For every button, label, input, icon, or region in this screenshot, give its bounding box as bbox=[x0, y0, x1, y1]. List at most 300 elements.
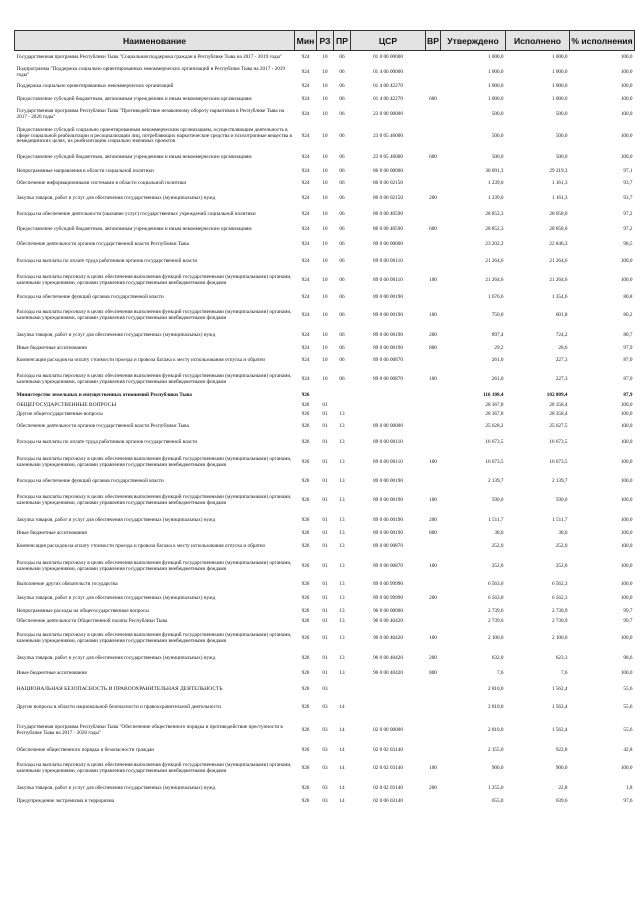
table-row bbox=[15, 529, 635, 539]
cell-csr: 23 0 00 00000 bbox=[373, 111, 403, 118]
cell-rz: 10 bbox=[322, 311, 328, 318]
cell-pct: 80,7 bbox=[623, 331, 633, 338]
cell-pr: 06 bbox=[339, 226, 345, 233]
table-row bbox=[15, 344, 635, 354]
cell-csr: 86 0 00 40590 bbox=[373, 211, 403, 218]
cell-csr: 02 0 02 03140 bbox=[373, 746, 403, 753]
cell-vr bbox=[426, 238, 441, 253]
cell-name: Расходы на выплаты по оплате труда работников органов государственной власти bbox=[16, 438, 198, 445]
cell-pct: 100,0 bbox=[620, 496, 633, 503]
cell-executed: 22 846,3 bbox=[549, 241, 568, 248]
table-row bbox=[15, 81, 635, 93]
cell-pct: 100,0 bbox=[620, 562, 633, 569]
cell-rz: 03 bbox=[322, 726, 328, 733]
cell-rz: 01 bbox=[322, 634, 328, 641]
cell-min: 924 bbox=[301, 111, 310, 118]
cell-min: 924 bbox=[301, 54, 310, 61]
cell-approved: 1 239,0 bbox=[487, 179, 504, 186]
cell-rz: 01 bbox=[322, 617, 328, 624]
cell-min: 926 bbox=[301, 542, 310, 549]
cell-approved: 261,0 bbox=[491, 357, 504, 364]
cell-name: Предоставление субсидий бюджетным, автономным учреждениям и иным некоммерческим организациям bbox=[16, 96, 252, 103]
cell-vr bbox=[426, 420, 441, 435]
cell-min: 926 bbox=[301, 438, 310, 445]
cell-executed: 28 358,4 bbox=[549, 402, 568, 409]
cell-rz: 01 bbox=[322, 438, 328, 445]
cell-approved: 1 000,0 bbox=[487, 96, 504, 103]
table-row bbox=[15, 51, 635, 66]
cell-approved: 1 255,0 bbox=[487, 784, 504, 791]
cell-approved: 38,0 bbox=[494, 529, 504, 536]
cell-min: 924 bbox=[301, 344, 310, 351]
table-row bbox=[15, 475, 635, 489]
cell-min: 926 bbox=[301, 669, 310, 676]
table-row bbox=[15, 108, 635, 123]
table-row bbox=[15, 757, 635, 781]
cell-pct: 100,0 bbox=[620, 96, 633, 103]
cell-pct: 97,2 bbox=[623, 226, 633, 233]
cell-csr: 89 0 00 00190 bbox=[373, 331, 403, 338]
cell-vr bbox=[426, 354, 441, 369]
cell-name: Предоставление субсидий социально ориентированным некоммерческим организациям, осуществляющим деятельность в сфере социальной реабилитации и ресоциализации лиц, потребляющих наркотические средства и психотропные вещества в немедицинских целях, их реабилитацию социально значимых проектов bbox=[16, 126, 292, 145]
cell-rz: 01 bbox=[322, 477, 328, 484]
cell-name: Государственная программа Республики Тыва "Социальная поддержка граждан в Республике Тыва на 2017 - 2019 годы" bbox=[16, 54, 283, 61]
cell-pct: 87,0 bbox=[623, 357, 633, 364]
table-row bbox=[15, 292, 635, 304]
cell-pct: 80,8 bbox=[623, 293, 633, 300]
cell-csr: 02 0 06 03140 bbox=[373, 798, 403, 805]
cell-pr: 13 bbox=[339, 580, 345, 587]
cell-approved: 28 852,3 bbox=[485, 226, 504, 233]
cell-pr: 06 bbox=[339, 179, 345, 186]
cell-pr: 13 bbox=[339, 411, 345, 418]
cell-pr: 13 bbox=[339, 654, 345, 661]
cell-pct: 100,0 bbox=[620, 458, 633, 465]
cell-executed: 1 000,0 bbox=[551, 69, 568, 76]
cell-pct: 80,2 bbox=[623, 311, 633, 318]
cell-name: ОБЩЕГОСУДАРСТВЕННЫЕ ВОПРОСЫ bbox=[16, 402, 117, 409]
cell-rz: 01 bbox=[322, 529, 328, 536]
cell-pct: 100,0 bbox=[620, 402, 633, 409]
cell-approved: 590,0 bbox=[491, 496, 504, 503]
cell-min: 926 bbox=[301, 516, 310, 523]
cell-min: 926 bbox=[301, 402, 310, 409]
cell-csr: 01 4 00 42270 bbox=[373, 96, 403, 103]
cell-executed: 22,8 bbox=[558, 784, 568, 791]
table-row bbox=[15, 402, 635, 411]
header-vr: ВР bbox=[426, 31, 441, 51]
cell-csr: 89 0 00 00190 bbox=[373, 293, 403, 300]
cell-pr: 14 bbox=[339, 784, 345, 791]
table-header bbox=[15, 31, 635, 51]
cell-name: Поддержка социально ориентированных некоммерческих организаций bbox=[16, 82, 174, 89]
cell-csr: 02 0 00 00000 bbox=[373, 726, 403, 733]
header-pct: % исполнения bbox=[570, 31, 635, 51]
cell-rz: 10 bbox=[322, 293, 328, 300]
cell-approved: 500,0 bbox=[491, 132, 504, 139]
cell-min: 924 bbox=[301, 211, 310, 218]
cell-executed: 1 000,0 bbox=[551, 82, 568, 89]
cell-vr: 800 bbox=[429, 529, 437, 536]
cell-name: Обеспечение общественного порядка и безопасности граждан bbox=[16, 746, 155, 753]
cell-min: 926 bbox=[301, 654, 310, 661]
cell-rz: 01 bbox=[322, 496, 328, 503]
table-row bbox=[15, 699, 635, 717]
cell-pct: 100,0 bbox=[620, 594, 633, 601]
cell-pr: 13 bbox=[339, 607, 345, 614]
cell-executed: 1 562,4 bbox=[551, 726, 568, 733]
cell-pr: 06 bbox=[339, 167, 345, 174]
cell-min: 926 bbox=[301, 685, 310, 692]
cell-min: 926 bbox=[301, 477, 310, 484]
cell-pct: 100,0 bbox=[620, 411, 633, 418]
cell-pct: 100,0 bbox=[620, 154, 633, 161]
cell-min: 926 bbox=[301, 392, 310, 399]
cell-csr: 01 4 00 42270 bbox=[373, 82, 403, 89]
cell-rz: 01 bbox=[322, 669, 328, 676]
cell-pct: 97,1 bbox=[623, 167, 633, 174]
cell-executed: 590,0 bbox=[555, 496, 568, 503]
cell-executed: 227,3 bbox=[555, 357, 568, 364]
cell-rz: 01 bbox=[322, 423, 328, 430]
cell-approved: 1 000,0 bbox=[487, 82, 504, 89]
cell-vr bbox=[426, 579, 441, 591]
cell-vr: 800 bbox=[429, 344, 437, 351]
cell-pct: 100,0 bbox=[620, 111, 633, 118]
cell-min: 924 bbox=[301, 167, 310, 174]
cell-name: Компенсация расходов на оплату стоимости проезда и провоза багажа к месту использования отпуска и обратно bbox=[16, 542, 266, 549]
cell-executed: 2 730,9 bbox=[551, 617, 568, 624]
cell-pr: 13 bbox=[339, 529, 345, 536]
cell-rz: 10 bbox=[322, 226, 328, 233]
cell-approved: 655,0 bbox=[491, 798, 504, 805]
cell-pr bbox=[334, 681, 351, 699]
table-row bbox=[15, 208, 635, 223]
cell-pct: 55,6 bbox=[623, 685, 633, 692]
table-row bbox=[15, 411, 635, 420]
cell-min: 926 bbox=[301, 529, 310, 536]
cell-pct: 100,0 bbox=[620, 634, 633, 641]
cell-vr: 100 bbox=[429, 277, 437, 284]
cell-pct: 100,0 bbox=[620, 277, 633, 284]
cell-executed: 500,0 bbox=[555, 111, 568, 118]
table-row bbox=[15, 489, 635, 513]
table-row bbox=[15, 667, 635, 681]
cell-name: Иные бюджетные ассигнования bbox=[16, 529, 87, 536]
cell-executed: 21 264,6 bbox=[549, 257, 568, 264]
cell-vr bbox=[426, 51, 441, 66]
cell-executed: 1 562,4 bbox=[551, 703, 568, 710]
table-row bbox=[15, 681, 635, 699]
cell-approved: 2 810,0 bbox=[487, 726, 504, 733]
cell-approved: 30 091,3 bbox=[485, 167, 504, 174]
cell-pct: 100,0 bbox=[620, 69, 633, 76]
cell-csr: 89 0 00 00190 bbox=[373, 477, 403, 484]
cell-vr bbox=[426, 745, 441, 757]
table-row bbox=[15, 151, 635, 166]
table-row bbox=[15, 420, 635, 435]
cell-executed: 28 358,4 bbox=[549, 411, 568, 418]
cell-pct: 100,0 bbox=[620, 82, 633, 89]
table-row bbox=[15, 238, 635, 253]
cell-csr: 86 0 00 02150 bbox=[373, 194, 403, 201]
cell-min: 924 bbox=[301, 293, 310, 300]
cell-approved: 2 810,0 bbox=[487, 703, 504, 710]
cell-pct: 100,0 bbox=[620, 438, 633, 445]
cell-csr: 89 0 00 00870 bbox=[373, 542, 403, 549]
cell-executed: 28 058,0 bbox=[549, 211, 568, 218]
cell-min: 926 bbox=[301, 496, 310, 503]
cell-vr bbox=[426, 717, 441, 745]
cell-approved: 2 139,7 bbox=[487, 477, 504, 484]
table-row bbox=[15, 717, 635, 745]
table-row bbox=[15, 271, 635, 292]
cell-vr bbox=[426, 178, 441, 190]
cell-approved: 500,0 bbox=[491, 154, 504, 161]
cell-rz: 10 bbox=[322, 277, 328, 284]
cell-rz: 03 bbox=[322, 784, 328, 791]
cell-pr: 06 bbox=[339, 69, 345, 76]
cell-min: 926 bbox=[301, 607, 310, 614]
cell-vr bbox=[426, 166, 441, 178]
cell-min: 924 bbox=[301, 226, 310, 233]
cell-vr bbox=[426, 607, 441, 617]
cell-executed: 28 058,0 bbox=[549, 226, 568, 233]
cell-name: Непрограммные направления в области социальной политики bbox=[16, 167, 154, 174]
cell-name: Закупка товаров, работ и услуг для обеспечения государственных (муниципальных) нужд bbox=[16, 594, 216, 601]
table-row bbox=[15, 253, 635, 271]
cell-rz: 10 bbox=[322, 211, 328, 218]
cell-name: Иные бюджетные ассигнования bbox=[16, 344, 87, 351]
cell-min: 926 bbox=[301, 594, 310, 601]
table-row bbox=[15, 451, 635, 475]
cell-csr: 89 0 00 00190 bbox=[373, 516, 403, 523]
table-row bbox=[15, 328, 635, 344]
cell-name: Выполнение других обязательств государства bbox=[16, 580, 118, 587]
cell-executed: 21 264,6 bbox=[549, 277, 568, 284]
cell-min: 926 bbox=[301, 798, 310, 805]
cell-vr: 100 bbox=[429, 496, 437, 503]
cell-pr: 14 bbox=[339, 746, 345, 753]
cell-rz: 01 bbox=[322, 562, 328, 569]
cell-pr: 06 bbox=[339, 257, 345, 264]
cell-approved: 252,0 bbox=[491, 542, 504, 549]
cell-vr bbox=[426, 253, 441, 271]
cell-min: 924 bbox=[301, 357, 310, 364]
cell-csr: 89 0 00 99990 bbox=[373, 594, 403, 601]
cell-pct: 97,6 bbox=[623, 798, 633, 805]
cell-rz: 01 bbox=[322, 594, 328, 601]
cell-pr bbox=[334, 402, 351, 411]
cell-min: 924 bbox=[301, 179, 310, 186]
cell-name: Предоставление субсидий бюджетным, автономным учреждениям и иным некоммерческим организациям bbox=[16, 154, 252, 161]
cell-executed: 601,8 bbox=[555, 311, 568, 318]
table-row bbox=[15, 539, 635, 555]
table-row bbox=[15, 607, 635, 617]
cell-pct: 42,8 bbox=[623, 746, 633, 753]
header-csr: ЦСР bbox=[351, 31, 426, 51]
cell-vr bbox=[426, 539, 441, 555]
cell-executed: 227,3 bbox=[555, 375, 568, 382]
cell-rz: 10 bbox=[322, 357, 328, 364]
cell-pr: 13 bbox=[339, 617, 345, 624]
cell-name: Расходы на выплаты персоналу в целях обеспечения выполнения функций государственными (муниципальными) органами, казенными учреждениями, органами управления государственными внебюджетными фондами bbox=[16, 761, 292, 774]
cell-executed: 922,8 bbox=[555, 746, 568, 753]
cell-executed: 102 009,4 bbox=[546, 392, 568, 399]
cell-csr: 96 0 00 40420 bbox=[373, 669, 403, 676]
cell-csr: 89 0 00 00190 bbox=[373, 344, 403, 351]
cell-vr: 200 bbox=[429, 654, 437, 661]
cell-csr: 89 0 00 00110 bbox=[373, 438, 403, 445]
cell-csr: 89 0 00 00870 bbox=[373, 562, 403, 569]
cell-min: 924 bbox=[301, 331, 310, 338]
cell-executed: 38,0 bbox=[558, 529, 568, 536]
cell-vr bbox=[426, 208, 441, 223]
table-row bbox=[15, 123, 635, 151]
cell-csr: 89 0 00 00000 bbox=[373, 241, 403, 248]
cell-name: Государственная программа Республики Тыва "Обеспечение общественного порядка и противодействие преступности в Республике Тыва на 2017 - 2020 годы" bbox=[16, 723, 283, 736]
cell-rz: 01 bbox=[322, 542, 328, 549]
cell-executed: 500,0 bbox=[555, 132, 568, 139]
cell-rz: 03 bbox=[322, 703, 328, 710]
cell-approved: 897,4 bbox=[491, 331, 504, 338]
cell-approved: 1 000,0 bbox=[487, 54, 504, 61]
cell-csr: 96 0 00 40420 bbox=[373, 617, 403, 624]
cell-approved: 25 628,2 bbox=[485, 423, 504, 430]
cell-rz: 03 bbox=[322, 798, 328, 805]
cell-csr: 89 0 00 00190 bbox=[373, 496, 403, 503]
cell-pr: 06 bbox=[339, 211, 345, 218]
cell-csr: 89 0 00 00000 bbox=[373, 423, 403, 430]
cell-min: 924 bbox=[301, 69, 310, 76]
cell-pr: 13 bbox=[339, 634, 345, 641]
cell-min: 924 bbox=[301, 375, 310, 382]
cell-executed: 7,6 bbox=[561, 669, 568, 676]
cell-min: 926 bbox=[301, 784, 310, 791]
cell-name: Другие вопросы в области национальной безопасности и правоохранительной деятельности bbox=[16, 703, 221, 710]
cell-vr: 600 bbox=[429, 154, 437, 161]
cell-rz: 03 bbox=[322, 746, 328, 753]
cell-min: 924 bbox=[301, 194, 310, 201]
cell-rz: 01 bbox=[322, 607, 328, 614]
cell-pr: 06 bbox=[339, 96, 345, 103]
cell-rz: 10 bbox=[322, 54, 328, 61]
cell-csr bbox=[351, 681, 426, 699]
cell-vr bbox=[426, 123, 441, 151]
cell-rz: 01 bbox=[322, 654, 328, 661]
cell-pct: 87,0 bbox=[623, 375, 633, 382]
cell-vr bbox=[426, 699, 441, 717]
cell-min: 924 bbox=[301, 311, 310, 318]
cell-rz: 10 bbox=[322, 167, 328, 174]
cell-name: Иные бюджетные ассигнования bbox=[16, 669, 87, 676]
cell-rz: 10 bbox=[322, 257, 328, 264]
cell-rz bbox=[317, 391, 334, 402]
cell-pr: 06 bbox=[339, 82, 345, 89]
cell-executed: 623,3 bbox=[555, 654, 568, 661]
cell-csr: 89 0 00 00110 bbox=[373, 277, 403, 284]
cell-pct: 100,0 bbox=[620, 580, 633, 587]
cell-executed: 500,0 bbox=[555, 154, 568, 161]
cell-name: Закупка товаров, работ и услуг для обеспечения государственных (муниципальных) нужд bbox=[16, 784, 216, 791]
table-row bbox=[15, 513, 635, 529]
cell-name: Обеспечение деятельности органов государственной власти Республики Тыва bbox=[16, 423, 189, 430]
cell-approved: 16 673,5 bbox=[485, 438, 504, 445]
cell-pct: 100,0 bbox=[620, 764, 633, 771]
cell-approved: 28 367,8 bbox=[485, 411, 504, 418]
cell-executed: 2 139,7 bbox=[551, 477, 568, 484]
cell-approved: 21 264,6 bbox=[485, 257, 504, 264]
cell-csr: 89 0 00 00110 bbox=[373, 458, 403, 465]
cell-min: 926 bbox=[301, 746, 310, 753]
cell-executed: 1 161,3 bbox=[551, 194, 568, 201]
cell-min: 926 bbox=[301, 580, 310, 587]
cell-min: 924 bbox=[301, 82, 310, 89]
cell-approved: 28 367,8 bbox=[485, 402, 504, 409]
cell-approved: 261,0 bbox=[491, 375, 504, 382]
cell-vr bbox=[426, 475, 441, 489]
cell-approved: 500,0 bbox=[491, 111, 504, 118]
cell-name: Подпрограмма "Поддержка социально ориентированных некоммерческих организаций в Республике Тыва на 2017 - 2019 годы" bbox=[16, 66, 285, 78]
cell-pr: 13 bbox=[339, 477, 345, 484]
cell-csr: 89 0 00 00870 bbox=[373, 375, 403, 382]
cell-approved: 2 739,6 bbox=[487, 607, 504, 614]
cell-name: Закупка товаров, работ и услуг для обеспечения государственных (муниципальных) нужд bbox=[16, 194, 216, 201]
cell-csr: 89 0 00 00190 bbox=[373, 529, 403, 536]
cell-executed: 28,6 bbox=[558, 344, 568, 351]
cell-pr: 13 bbox=[339, 594, 345, 601]
cell-pct: 100,0 bbox=[620, 529, 633, 536]
cell-name: Расходы на выплаты персоналу в целях обеспечения выполнения функций государственными (муниципальными) органами, казенными учреждениями, органами управления государственными внебюджетными фондами bbox=[16, 274, 292, 286]
cell-pr bbox=[334, 391, 351, 402]
cell-min: 924 bbox=[301, 96, 310, 103]
table-row bbox=[15, 627, 635, 651]
cell-name: Расходы на выплаты персоналу в целях обеспечения выполнения функций государственными (муниципальными) органами, казенными учреждениями, органами управления государственными внебюджетными фондами bbox=[16, 372, 292, 385]
cell-approved: 6 563,0 bbox=[487, 594, 504, 601]
cell-rz: 01 bbox=[322, 458, 328, 465]
cell-pct: 97,9 bbox=[623, 344, 633, 351]
cell-approved: 2 155,0 bbox=[487, 746, 504, 753]
cell-vr: 100 bbox=[429, 764, 437, 771]
table-row bbox=[15, 354, 635, 369]
cell-name: Расходы на обеспечение деятельности (оказание услуг) государственных учреждений социальной политики bbox=[16, 211, 256, 218]
cell-pr: 06 bbox=[339, 194, 345, 201]
table-row bbox=[15, 745, 635, 757]
cell-approved: 23 202,2 bbox=[485, 241, 504, 248]
cell-executed: 2 730,9 bbox=[551, 607, 568, 614]
cell-pct: 99,7 bbox=[623, 607, 633, 614]
table-row bbox=[15, 579, 635, 591]
cell-pct: 87,9 bbox=[623, 392, 633, 399]
cell-executed: 724,2 bbox=[555, 331, 568, 338]
cell-rz: 10 bbox=[322, 331, 328, 338]
cell-rz: 10 bbox=[322, 132, 328, 139]
cell-executed: 900,0 bbox=[555, 764, 568, 771]
cell-approved: 116 108,4 bbox=[483, 392, 504, 399]
table-row bbox=[15, 223, 635, 238]
cell-rz: 10 bbox=[322, 82, 328, 89]
cell-executed: 29 219,3 bbox=[549, 167, 568, 174]
cell-vr: 100 bbox=[429, 634, 437, 641]
cell-min: 926 bbox=[301, 726, 310, 733]
cell-pct: 100,0 bbox=[620, 423, 633, 430]
cell-vr bbox=[426, 108, 441, 123]
cell-pct: 100,0 bbox=[620, 477, 633, 484]
header-approved: Утверждено bbox=[441, 31, 506, 51]
cell-vr: 100 bbox=[429, 458, 437, 465]
cell-approved: 16 673,5 bbox=[485, 458, 504, 465]
cell-vr: 100 bbox=[429, 562, 437, 569]
